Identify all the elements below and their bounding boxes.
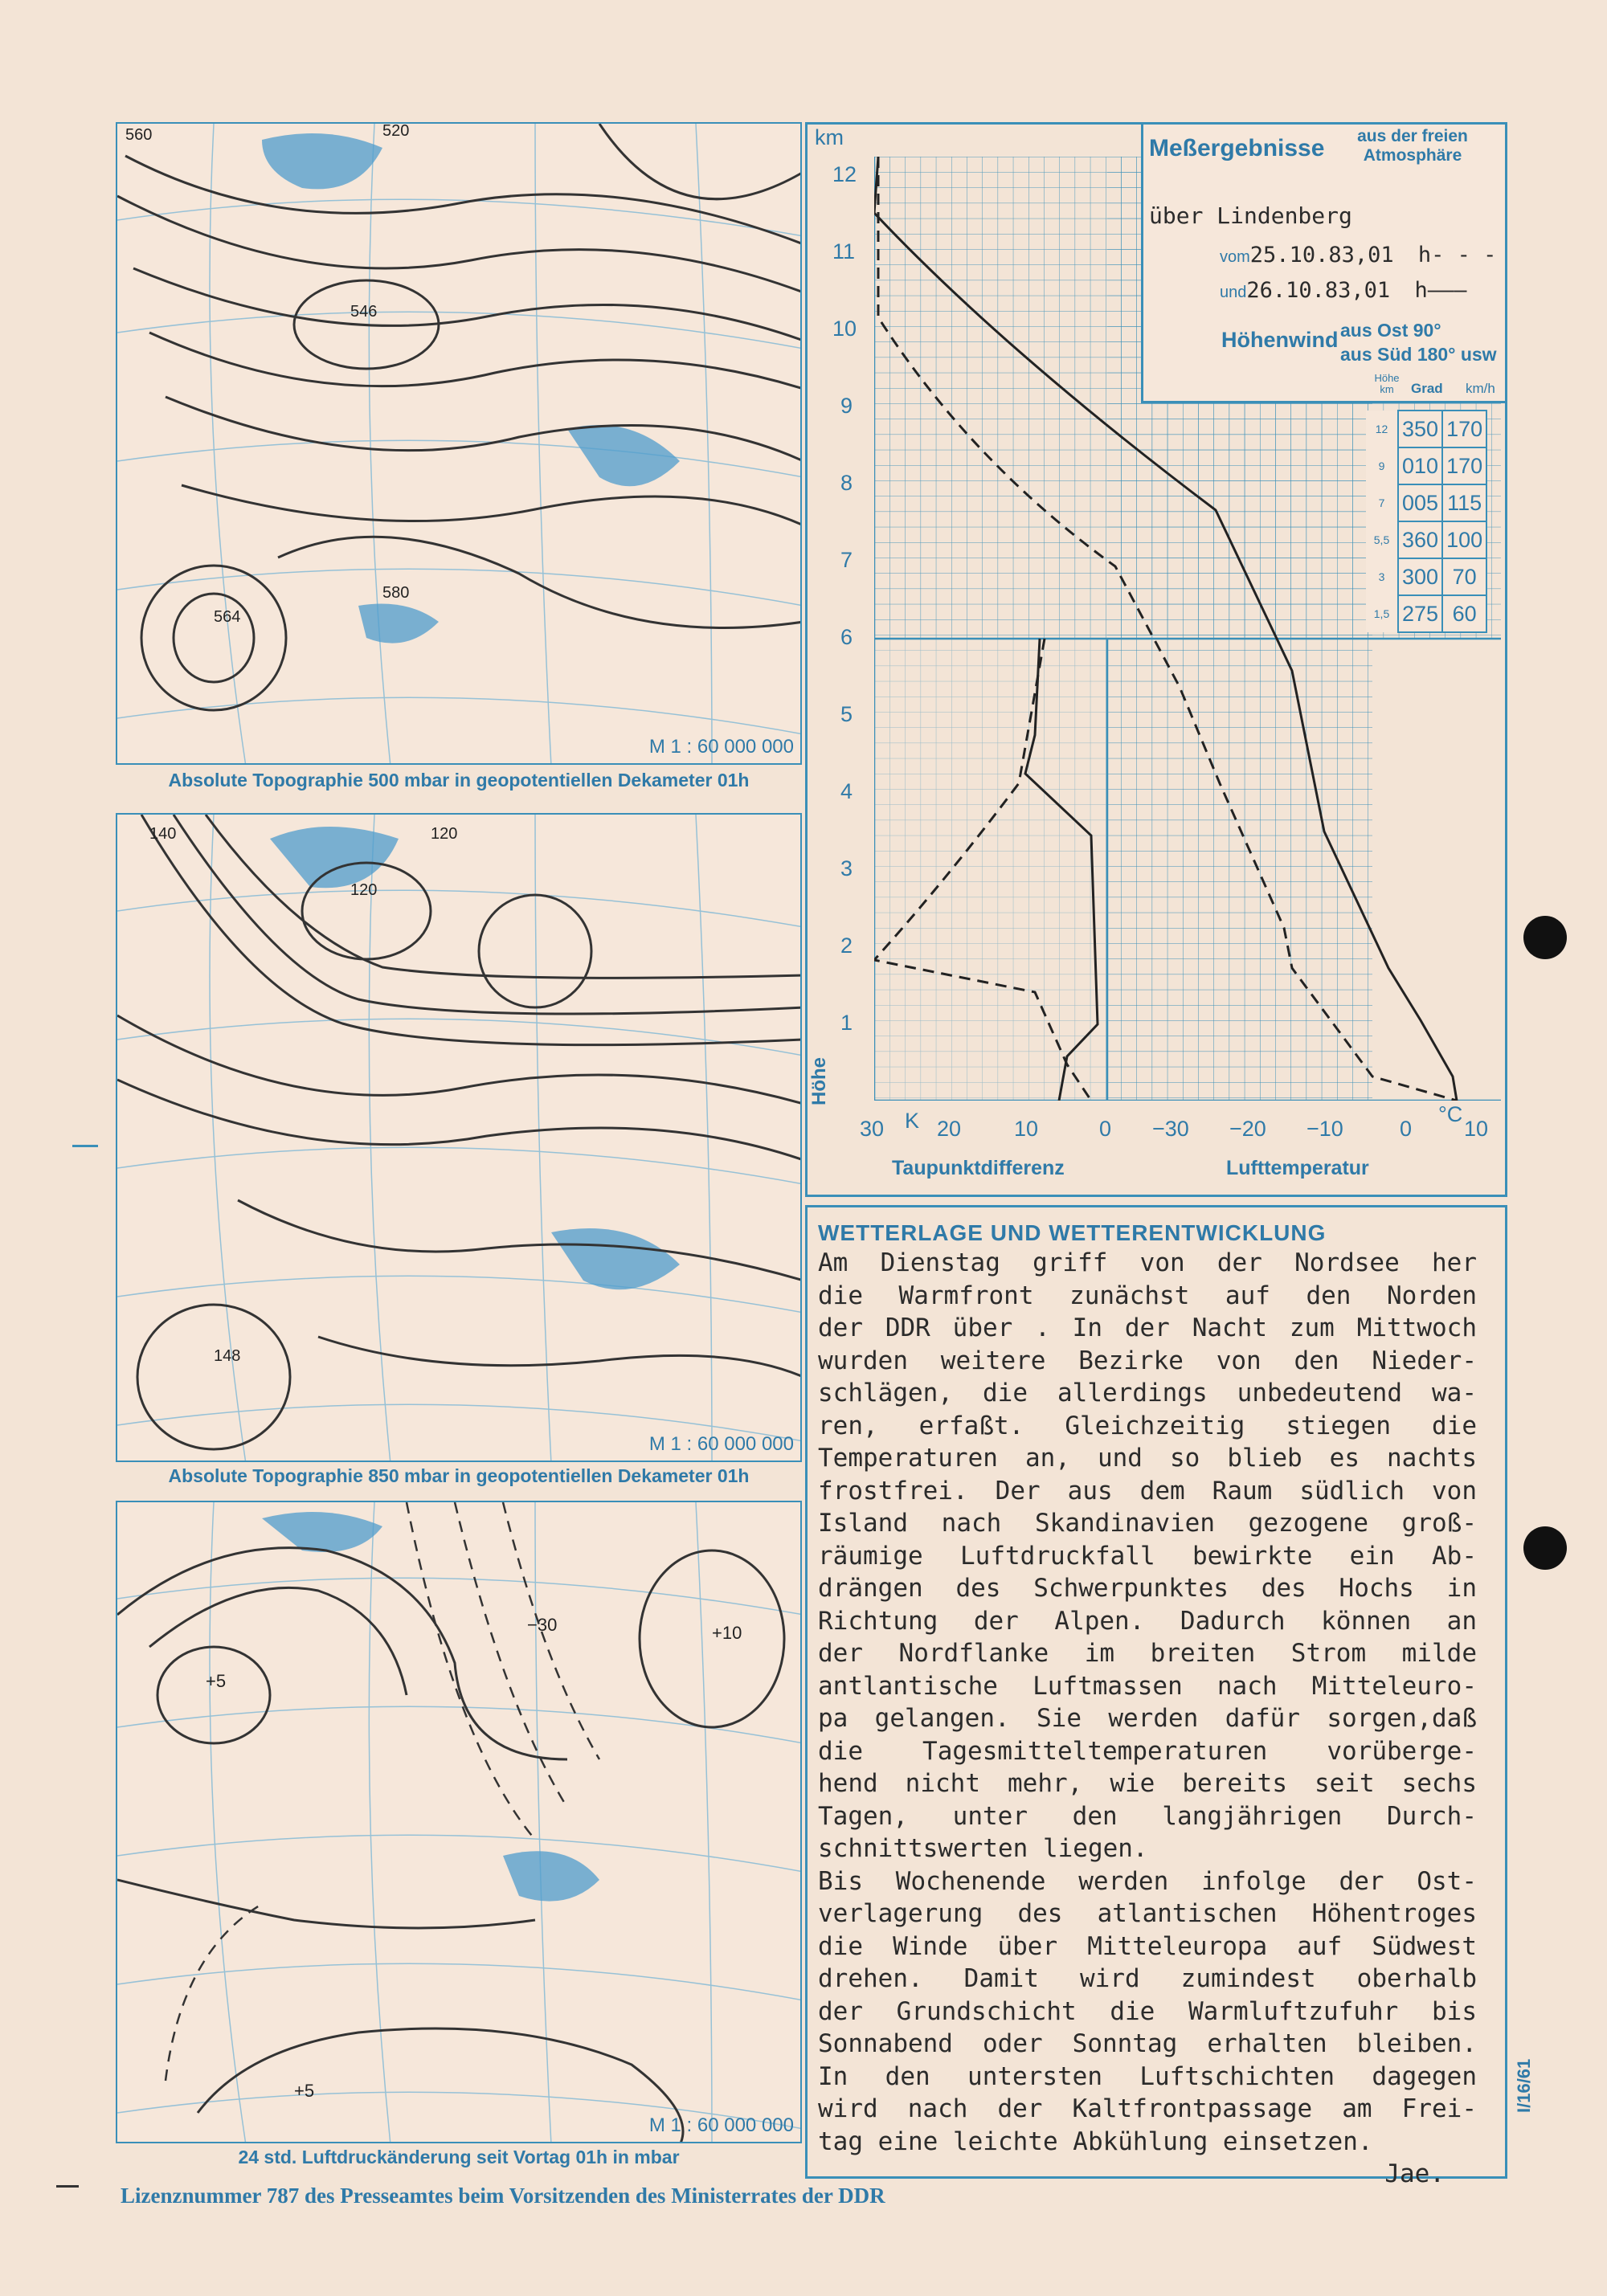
article-heading: WETTERLAGE UND WETTERENTWICKLUNG xyxy=(818,1220,1327,1245)
wind-col-kmh: km/h xyxy=(1466,381,1495,396)
map-pressure-change-caption: 24 std. Luftdruckänderung seit Vortag 01h in mbar xyxy=(238,2147,680,2167)
sounding-date1-value: 25.10.83,01 xyxy=(1249,243,1394,268)
wind-row-height: 5,5 xyxy=(1366,521,1398,558)
temp-tick: 10 xyxy=(1464,1117,1489,1141)
wind-row-height: 12 xyxy=(1366,411,1398,447)
article-line: der Grundschicht die Warmluftzufuhr bis xyxy=(818,1996,1477,2026)
article-line: der DDR über . In der Nacht zum Mittwoch xyxy=(818,1313,1477,1342)
svg-text:580: 580 xyxy=(382,584,410,602)
article-line: Richtung der Alpen. Dadurch können an xyxy=(818,1606,1477,1636)
article-line: ren, erfaßt. Gleichzeitig stiegen die xyxy=(818,1411,1477,1440)
wind-row-grad: 005 xyxy=(1398,484,1442,521)
article-line: räumige Luftdruckfall bewirkte ein Ab- xyxy=(818,1541,1477,1571)
wind-row-kmh: 170 xyxy=(1442,447,1486,484)
y-tick: 4 xyxy=(840,779,853,803)
article-line: Island nach Skandinavien gezogene groß- xyxy=(818,1509,1477,1538)
article-line: wurden weitere Bezirke von den Nieder- xyxy=(818,1346,1477,1375)
dew-unit: K xyxy=(905,1109,920,1133)
wind-row-grad: 300 xyxy=(1398,558,1442,595)
dew-tick: 10 xyxy=(1014,1117,1039,1141)
article-line: In den untersten Luftschichten dagegen xyxy=(818,2061,1477,2091)
sounding-date1-prefix: vom xyxy=(1220,248,1250,266)
y-axis-unit: km xyxy=(815,125,844,149)
article-line: Bis Wochenende werden infolge der Ost- xyxy=(818,1866,1477,1896)
dew-tick: 20 xyxy=(937,1117,962,1141)
article-line: Tagen, unter den langjährigen Durch- xyxy=(818,1801,1477,1831)
wind-title: Höhenwind xyxy=(1221,328,1339,352)
svg-text:−30: −30 xyxy=(527,1615,558,1635)
article-line: frostfrei. Der aus dem Raum südlich von xyxy=(818,1476,1477,1505)
wind-note-2: aus Süd 180° usw xyxy=(1340,344,1497,365)
wind-row-kmh: 60 xyxy=(1442,595,1486,632)
temp-tick: 0 xyxy=(1400,1117,1413,1141)
article-signature: Jae. xyxy=(1384,2159,1445,2188)
svg-text:120: 120 xyxy=(431,825,458,843)
map-850mbar-caption: Absolute Topographie 850 mbar in geopotentiellen Dekameter 01h xyxy=(168,1465,750,1486)
article-line: die Warmfront zunächst auf den Norden xyxy=(818,1281,1477,1310)
map-pressure-change-scale: M 1 : 60 000 000 xyxy=(648,2114,794,2136)
sounding-subtitle: aus der freien Atmosphäre xyxy=(1357,127,1468,165)
article-line: hend nicht mehr, wie bereits seit sechs xyxy=(818,1769,1477,1798)
article-line: drängen des Schwerpunktes des Hochs in xyxy=(818,1574,1477,1603)
sounding-date2-value: 26.10.83,01 xyxy=(1246,278,1391,303)
wind-col-grad: Grad xyxy=(1411,381,1443,396)
wind-row-height: 9 xyxy=(1366,447,1398,484)
svg-text:148: 148 xyxy=(214,1347,241,1365)
margin-mark xyxy=(72,1145,98,1147)
svg-text:+5: +5 xyxy=(294,2081,315,2101)
temp-tick: −20 xyxy=(1229,1117,1266,1141)
map-850mbar-contours xyxy=(117,815,802,1462)
y-tick: 8 xyxy=(840,471,853,495)
article-line: Am Dienstag griff von der Nordsee her xyxy=(818,1248,1477,1277)
svg-text:+10: +10 xyxy=(712,1623,742,1643)
y-axis-label: Höhe xyxy=(808,1057,830,1105)
article-line: wird nach der Kaltfrontpassage am Frei- xyxy=(818,2094,1477,2123)
map-500mbar xyxy=(116,122,802,765)
y-tick: 2 xyxy=(840,934,853,958)
article-line: der Nordflanke im breiten Strom milde xyxy=(818,1639,1477,1668)
article-line: die Tagesmitteltemperaturen vorüberge- xyxy=(818,1736,1477,1766)
dew-axis-label: Taupunktdifferenz xyxy=(892,1157,1065,1179)
article-line: schnittswerten liegen. xyxy=(818,1834,1148,1863)
wind-row-height: 3 xyxy=(1366,558,1398,595)
y-tick: 6 xyxy=(840,625,853,649)
map-500mbar-caption: Absolute Topographie 500 mbar in geopotentiellen Dekameter 01h xyxy=(168,770,750,791)
svg-text:520: 520 xyxy=(382,124,410,140)
sounding-date2-prefix: und xyxy=(1220,284,1247,301)
wind-row-kmh: 70 xyxy=(1442,558,1486,595)
y-tick: 7 xyxy=(840,548,853,572)
wind-row-grad: 275 xyxy=(1398,595,1442,632)
wind-row-grad: 360 xyxy=(1398,521,1442,558)
wind-row-height: 7 xyxy=(1366,484,1398,521)
sounding-date2-suffix: h——— xyxy=(1414,278,1467,303)
y-tick: 10 xyxy=(832,317,857,341)
y-tick: 5 xyxy=(840,702,853,726)
dew-tick: 30 xyxy=(860,1117,885,1141)
y-tick: 3 xyxy=(840,856,853,880)
dew-tick: 0 xyxy=(1099,1117,1112,1141)
sounding-title: Meßergebnisse xyxy=(1149,135,1325,161)
article-line: Temperaturen an, und so blieb es nachts xyxy=(818,1444,1477,1473)
side-code: I/16/61 xyxy=(1514,2058,1534,2113)
y-tick: 9 xyxy=(840,394,853,418)
wind-row-kmh: 170 xyxy=(1442,411,1486,447)
punch-hole-top xyxy=(1523,916,1567,959)
article xyxy=(818,1219,1477,2191)
svg-text:564: 564 xyxy=(214,608,241,626)
wind-note-1: aus Ost 90° xyxy=(1340,320,1441,341)
article-line: verlagerung des atlantischen Höhentroges xyxy=(818,1899,1477,1928)
article-line: pa gelangen. Sie werden dafür sorgen,daß xyxy=(818,1704,1477,1733)
y-tick: 11 xyxy=(832,239,856,264)
article-line: schlägen, die allerdings unbedeutend wa- xyxy=(818,1379,1477,1407)
sounding-location-text: über Lindenberg xyxy=(1149,202,1352,229)
article-line: tag eine leichte Abkühlung einsetzen. xyxy=(818,2126,1373,2156)
map-500mbar-scale: M 1 : 60 000 000 xyxy=(648,736,794,758)
y-tick: 12 xyxy=(832,162,857,186)
map-pressure-change xyxy=(116,1501,802,2143)
temp-tick: −30 xyxy=(1152,1117,1189,1141)
sounding-profiles xyxy=(874,157,1501,1101)
wind-row-grad: 350 xyxy=(1398,411,1442,447)
sounding-date1-suffix: h- - - xyxy=(1417,243,1497,268)
temp-tick: −10 xyxy=(1306,1117,1343,1141)
map-500mbar-contours xyxy=(117,124,802,765)
map-pressure-change-contours xyxy=(117,1502,802,2143)
article-line: drehen. Damit wird zumindest oberhalb xyxy=(818,1964,1477,1993)
svg-text:140: 140 xyxy=(149,825,177,843)
wind-row-kmh: 115 xyxy=(1442,484,1486,521)
svg-text:546: 546 xyxy=(350,303,378,321)
punch-hole-bottom xyxy=(1523,1526,1567,1570)
article-line: die Winde über Mitteleuropa auf Südwest xyxy=(818,1931,1477,1961)
footer-license: Lizenznummer 787 des Presseamtes beim Vorsitzenden des Ministerrates der DDR xyxy=(121,2184,885,2208)
wind-row-grad: 010 xyxy=(1398,447,1442,484)
article-line: antlantische Luftmassen nach Mitteleuro- xyxy=(818,1671,1477,1701)
svg-text:+5: +5 xyxy=(206,1671,227,1691)
wind-row-height: 1,5 xyxy=(1366,595,1398,632)
wind-row-kmh: 100 xyxy=(1442,521,1486,558)
article-line: Sonnabend oder Sonntag erhalten bleiben. xyxy=(818,2029,1477,2058)
temp-unit: °C xyxy=(1438,1102,1463,1126)
svg-text:560: 560 xyxy=(125,126,153,144)
temp-axis-label: Lufttemperatur xyxy=(1226,1157,1369,1179)
map-850mbar xyxy=(116,813,802,1462)
map-850mbar-scale: M 1 : 60 000 000 xyxy=(648,1433,794,1455)
svg-text:120: 120 xyxy=(350,881,378,899)
wind-col-hoehe: Höhe km xyxy=(1374,372,1400,395)
y-tick: 1 xyxy=(840,1011,853,1035)
margin-mark-bottom xyxy=(56,2185,79,2188)
